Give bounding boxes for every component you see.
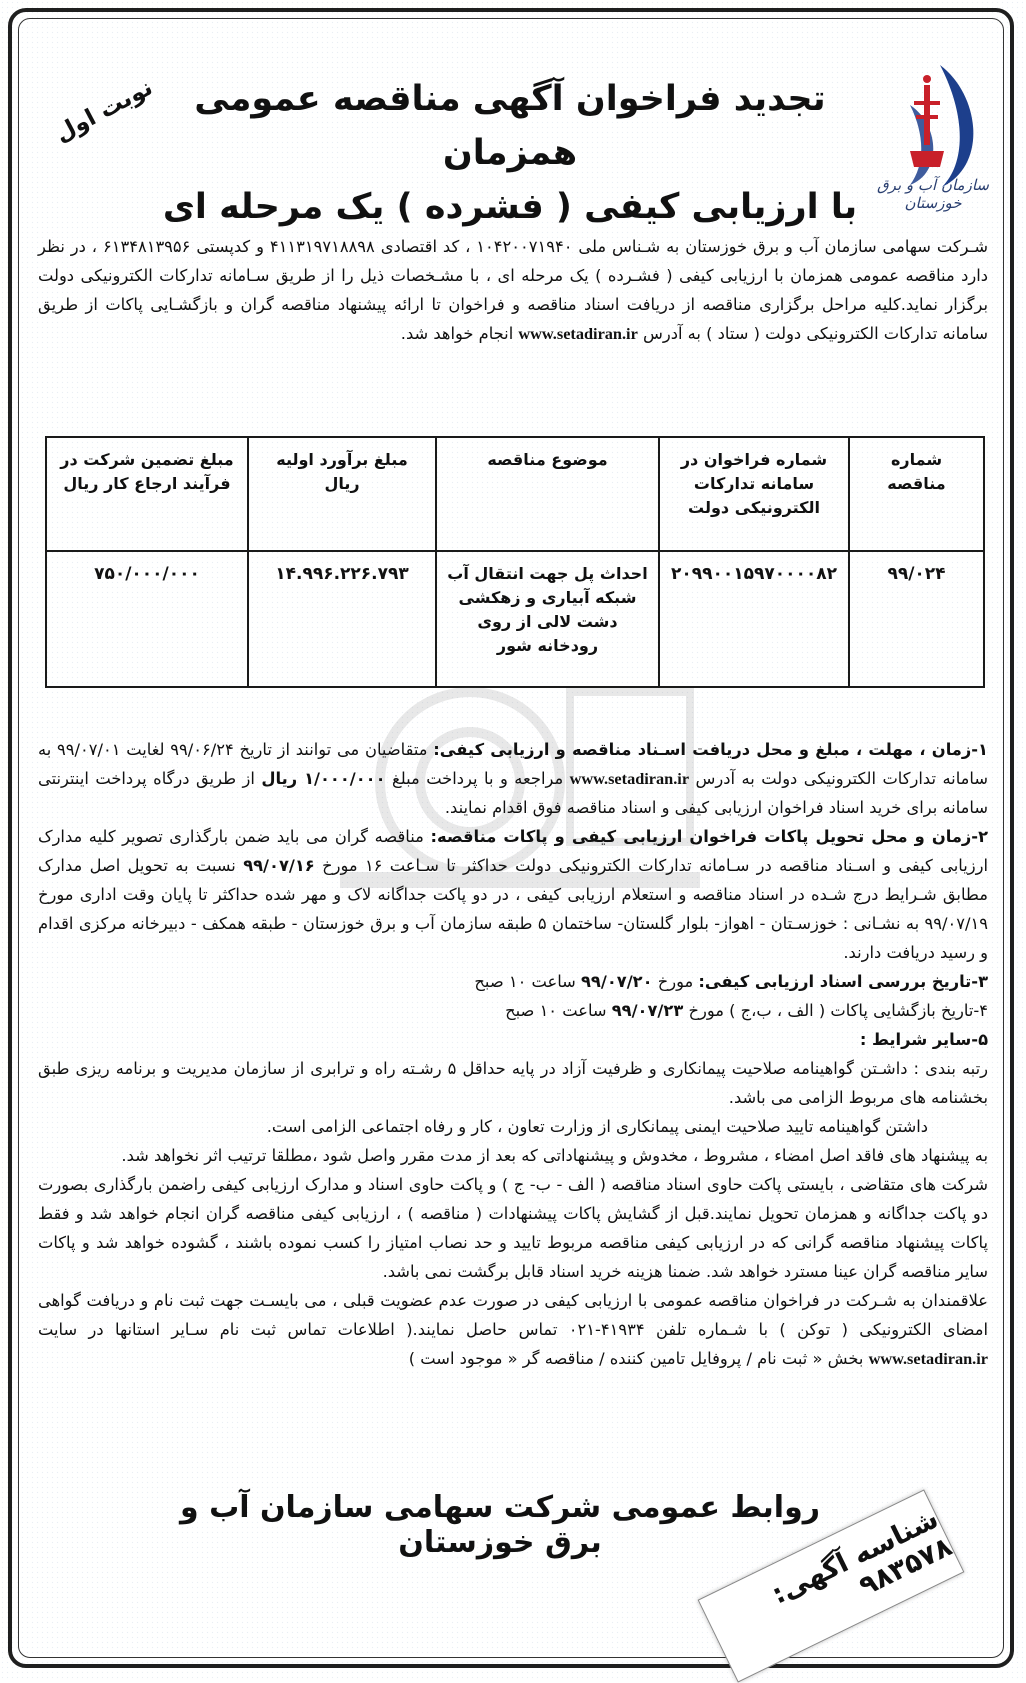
condition-2: داشتن گواهینامه تایید صلاحیت ایمنی پیمانکاری از وزارت تعاون ، کار و رفاه اجتماعی الزامی است.	[266, 1117, 928, 1136]
intro-paragraph	[38, 232, 988, 348]
cell-subject: احداث پل جهت انتقال آب شبکه آبیاری و زهکشی دشت لالی از روی رودخانه شور	[436, 551, 659, 687]
condition-5	[38, 1286, 988, 1373]
table-row	[46, 551, 984, 687]
section-2-title: ۲-زمان و محل تحویل پاکات فراخوان ارزیابی کیفی و پاکات مناقصه:	[430, 827, 988, 846]
intro-text-end: انجام خواهد شد.	[400, 324, 514, 343]
condition-5-website-link[interactable]: www.setadiran.ir	[868, 1349, 988, 1368]
section-3	[38, 967, 988, 996]
logo-caption: سازمان آب و برق خوزستان	[877, 176, 989, 212]
section-2	[38, 822, 988, 967]
section-4-date: ۹۹/۰۷/۲۳	[611, 1001, 684, 1020]
condition-4: شرکت های متقاضی ، بایستی پاکت حاوی اسناد مناقصه ( الف - ب- ج ) و پاکت حاوی اسناد و مدارک ارزیابی کیفی راضمن بارگذاری بصورت دو پاکت جداگانه و همزمان تحویل نمایند.قبل از گشایش پاکات پیشنهادات ( مناقصه ) ، ارزیابی کیفی مناقصه گران انجام خواهد شد و فقط پاکات پیشنهاد مناقصه گرانی که در ارزیابی کیفی مناقصه مربوط تایید و حد نصاب امتیاز را کسب نموده باشند ، گشوده خواهد شد و پاکات سایر مناقصه گران عینا مسترد خواهد شد. ضمنا هزینه خرید اسناد قابل برگشت نمی باشد.	[38, 1175, 988, 1281]
section-2-date: ۹۹/۰۷/۱۶	[243, 856, 315, 875]
section-2-text-b: نسبت به تحویل اصل مدارک مطابق شـرایط درج شـده در اسناد مناقصه و استعلام ارزیابی کیفی ، در دو پاکت جداگانه لاک و مهر شده حداکثر تا پایان وقت اداری مورخ ۹۹/۰۷/۱۹ به نشـانی : خوزسـتان - اهواز- بلوار گلستان- ساختمان ۵ طبقه سازمان آب و برق خوزستان - طبقه همکف - دبیرخانه مرکزی اقدام و رسید دریافت دارند.	[38, 856, 988, 962]
website-link[interactable]: www.setadiran.ir	[518, 324, 638, 343]
section-4-text-b: ساعت ۱۰ صبح	[505, 1001, 607, 1020]
cell-guarantee: ۷۵۰/۰۰۰/۰۰۰	[46, 551, 248, 687]
cell-estimate: ۱۴.۹۹۶.۲۲۶.۷۹۳	[248, 551, 436, 687]
cell-tender-no: ۹۹/۰۲۴	[849, 551, 984, 687]
section-1-text-b: مراجعه و با پرداخت مبلغ	[392, 769, 564, 788]
header-subject: موضوع مناقصه	[436, 437, 659, 551]
condition-3: به پیشنهاد های فاقد اصل امضاء ، مشروط ، مخدوش و پیشنهاداتی که بعد از مدت مقرر واصل شود ،مطلقا ترتیب اثر نخواهد شد.	[121, 1146, 988, 1165]
section-3-text-b: ساعت ۱۰ صبح	[474, 972, 576, 991]
header-call-no: شماره فراخوان در سامانه تدارکات الکترونیکی دولت	[659, 437, 849, 551]
section-1-text-a: متقاضیان می توانند از تاریخ ۹۹/۰۶/۲۴ لغایت ۹۹/۰۷/۰۱ به سامانه تدارکات الکترونیکی دولت به آدرس	[38, 740, 988, 788]
header-tender-no: شماره مناقصه	[849, 437, 984, 551]
publisher-signature: روابط عمومی شرکت سهامی سازمان آب و برق خوزستان	[179, 1490, 821, 1560]
section-1-website-link[interactable]: www.setadiran.ir	[569, 769, 690, 788]
section-1-text-c: از طریق درگاه پرداخت اینترنتی سامانه برای خرید اسناد فراخوان ارزیابی کیفی و اسناد مناقصه فوق اقدام نمایند.	[38, 769, 988, 817]
conditions-body	[38, 735, 988, 1373]
cell-call-no: ۲۰۹۹۰۰۱۵۹۷۰۰۰۰۸۲	[659, 551, 849, 687]
intro-text: شـرکت سهامی سازمان آب و برق خوزستان به شـناس ملی ۱۰۴۲۰۰۷۱۹۴۰ ، کد اقتصادی ۴۱۱۳۱۹۷۱۸۸۹۸ و کدپستی ۶۱۳۴۸۱۳۹۵۶ ، در نظر دارد مناقصه عمومی همزمان با ارزیابی کیفی ( فشـرده ) یک مرحله ای ، با مشـخصات ذیل را از طریق سـامانه تدارکات الکترونیکی دولت برگزار نماید.کلیه مراحل برگزاری مناقصه از دریافت اسناد مناقصه و فراخوان تا ارائه پیشنهاد مناقصه گران و بازگشـایی پاکات از طریق سامانه تدارکات الکترونیکی دولت ( ستاد ) به آدرس	[38, 237, 988, 343]
table-header-row	[46, 437, 984, 551]
section-4-text-a: ۴-تاریخ بازگشایی پاکات ( الف ، ب،ج ) مورخ	[688, 1001, 988, 1020]
condition-1: رتبه بندی : داشـتن گواهینامه صلاحیت پیمانکاری و ظرفیت آزاد در پایه حداقل ۵ رشـته راه و ترابری از سازمان مدیریت و برنامه ریزی طبق بخشنامه های مربوط الزامی می باشد.	[38, 1059, 988, 1107]
section-1	[38, 735, 988, 822]
condition-5-text-b: بخش « ثبت نام / پروفایل تامین کننده / مناقصه گر « موجود است )	[408, 1349, 864, 1368]
section-3-text-a: مورخ	[657, 972, 694, 991]
header-estimate: مبلغ برآورد اولیه ریال	[248, 437, 436, 551]
notice-title	[150, 72, 870, 234]
tender-table	[45, 436, 985, 688]
section-1-title: ۱-زمان ، مهلت ، مبلغ و محل دریافت اسـناد مناقصه و ارزیابی کیفی:	[433, 740, 988, 759]
title-line-2: با ارزیابی کیفی ( فشرده ) یک مرحله ای	[162, 187, 858, 227]
ad-id-stamp: شناسه آگهی: ۹۸۳۵۷۸	[698, 1489, 965, 1682]
section-5-title	[38, 1025, 988, 1054]
condition-5-text-a: علاقمندان به شـرکت در فراخوان مناقصه عمومی با ارزیابی کیفی در صورت عدم عضویت قبلی ، می بایسـت جهت ثبت نام و دریافت گواهی امضای الکترونیکی ( توکن ) با شـماره تلفن ۴۱۹۳۴-۰۲۱ تماس حاصل نمایند.( اطلاعات تماس ثبت نام سـایر استانها در سایت	[38, 1291, 988, 1339]
section-5-title-text: ۵-سایر شرایط :	[859, 1030, 988, 1049]
section-1-amount: ۱/۰۰۰/۰۰۰ ریال	[261, 769, 386, 788]
section-4	[38, 996, 988, 1025]
round-label: نوبت اول	[51, 74, 157, 148]
section-3-title: ۳-تاریخ بررسی اسناد ارزیابی کیفی:	[698, 972, 988, 991]
section-3-date: ۹۹/۰۷/۲۰	[581, 972, 653, 991]
section-2-text-a: مناقصه گران می باید ضمن بارگذاری تصویر کلیه مدارک ارزیابی کیفی و اسـناد مناقصه در سـامانه تدارکات الکترونیکی دولت حداکثر تا سـاعت ۱۶ مورخ	[38, 827, 988, 875]
title-line-1: تجدید فراخوان آگهی مناقصه عمومی همزمان	[194, 79, 826, 173]
header-guarantee: مبلغ تضمین شرکت در فرآیند ارجاع کار ریال	[46, 437, 248, 551]
